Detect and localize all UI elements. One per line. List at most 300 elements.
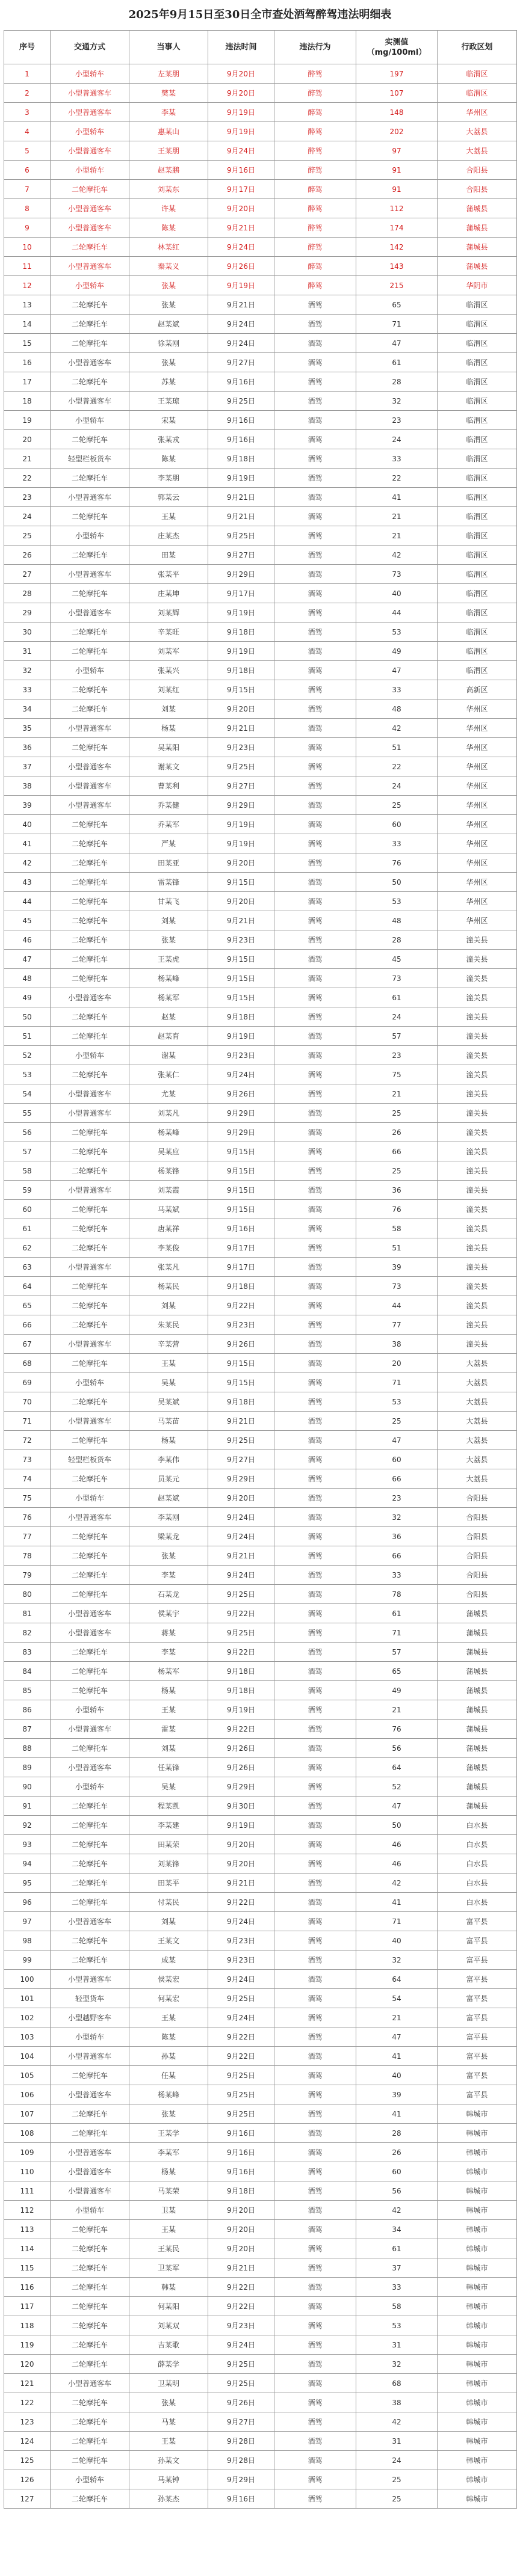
cell-offense: 酒驾 [274, 1989, 356, 2008]
cell-party: 惠某山 [129, 122, 208, 141]
cell-offense: 酒驾 [274, 565, 356, 584]
cell-offense: 酒驾 [274, 1027, 356, 1046]
cell-district: 潼关县 [438, 1258, 517, 1277]
cell-party: 庄某坤 [129, 584, 208, 603]
cell-time: 9月20日 [208, 892, 274, 911]
cell-serial: 102 [4, 2008, 51, 2027]
cell-district: 临渭区 [438, 622, 517, 642]
cell-time: 9月16日 [208, 2489, 274, 2509]
cell-vehicle-type: 小型普通客车 [51, 1508, 129, 1527]
cell-time: 9月19日 [208, 603, 274, 622]
cell-serial: 116 [4, 2278, 51, 2297]
cell-offense: 酒驾 [274, 584, 356, 603]
cell-time: 9月19日 [208, 1027, 274, 1046]
cell-measured-value: 75 [356, 1065, 438, 1084]
table-row [4, 372, 517, 392]
cell-serial: 59 [4, 1181, 51, 1200]
cell-measured-value: 21 [356, 1700, 438, 1720]
cell-time: 9月29日 [208, 1777, 274, 1797]
cell-vehicle-type: 小型普通客车 [51, 565, 129, 584]
cell-time: 9月15日 [208, 1200, 274, 1219]
cell-time: 9月28日 [208, 2451, 274, 2470]
header-time: 违法时间 [208, 31, 274, 64]
header-vehicle-type: 交通方式 [51, 31, 129, 64]
table-row [4, 218, 517, 238]
cell-party: 杨某峰 [129, 1123, 208, 1142]
cell-district: 大荔县 [438, 1469, 517, 1489]
cell-time: 9月21日 [208, 488, 274, 507]
table-row [4, 815, 517, 834]
cell-offense: 酒驾 [274, 1508, 356, 1527]
cell-party: 石某龙 [129, 1585, 208, 1604]
table-row [4, 2374, 517, 2393]
cell-serial: 109 [4, 2143, 51, 2162]
cell-measured-value: 148 [356, 103, 438, 122]
cell-party: 王某 [129, 2220, 208, 2239]
cell-district: 韩城市 [438, 2393, 517, 2412]
cell-district: 蒲城县 [438, 1797, 517, 1816]
cell-measured-value: 21 [356, 1084, 438, 1104]
cell-vehicle-type: 二轮摩托车 [51, 1142, 129, 1161]
cell-time: 9月26日 [208, 2393, 274, 2412]
cell-party: 吴某 [129, 1777, 208, 1797]
cell-time: 9月25日 [208, 2066, 274, 2085]
cell-time: 9月22日 [208, 1720, 274, 1739]
cell-district: 临渭区 [438, 295, 517, 315]
cell-vehicle-type: 二轮摩托车 [51, 1469, 129, 1489]
cell-offense: 酒驾 [274, 815, 356, 834]
table-row [4, 526, 517, 546]
table-row [4, 1527, 517, 1546]
cell-party: 李某俊 [129, 1238, 208, 1258]
cell-offense: 醉驾 [274, 199, 356, 218]
table-row [4, 1296, 517, 1315]
cell-measured-value: 174 [356, 218, 438, 238]
table-row [4, 1797, 517, 1816]
cell-measured-value: 58 [356, 2297, 438, 2316]
cell-vehicle-type: 二轮摩托车 [51, 2412, 129, 2432]
cell-vehicle-type: 二轮摩托车 [51, 2239, 129, 2258]
cell-vehicle-type: 二轮摩托车 [51, 1893, 129, 1912]
cell-vehicle-type: 小型普通客车 [51, 776, 129, 796]
cell-party: 李某 [129, 1643, 208, 1662]
cell-offense: 酒驾 [274, 1527, 356, 1546]
cell-offense: 酒驾 [274, 757, 356, 776]
cell-district: 韩城市 [438, 2162, 517, 2181]
cell-vehicle-type: 二轮摩托车 [51, 2316, 129, 2335]
cell-district: 韩城市 [438, 2451, 517, 2470]
cell-serial: 78 [4, 1546, 51, 1566]
cell-measured-value: 65 [356, 295, 438, 315]
cell-vehicle-type: 小型轿车 [51, 1777, 129, 1797]
cell-time: 9月20日 [208, 853, 274, 873]
cell-measured-value: 61 [356, 2239, 438, 2258]
cell-district: 临渭区 [438, 64, 517, 84]
cell-time: 9月18日 [208, 1007, 274, 1027]
cell-time: 9月24日 [208, 2008, 274, 2027]
cell-time: 9月18日 [208, 449, 274, 469]
cell-offense: 酒驾 [274, 2201, 356, 2220]
cell-party: 田某荣 [129, 1835, 208, 1854]
table-row [4, 2335, 517, 2355]
cell-vehicle-type: 小型普通客车 [51, 2085, 129, 2104]
cell-district: 富平县 [438, 1950, 517, 1970]
cell-serial: 52 [4, 1046, 51, 1065]
cell-district: 华州区 [438, 719, 517, 738]
cell-time: 9月27日 [208, 2412, 274, 2432]
cell-party: 杨某锋 [129, 1161, 208, 1181]
cell-party: 王某 [129, 2432, 208, 2451]
table-row [4, 315, 517, 334]
cell-district: 临渭区 [438, 411, 517, 430]
cell-district: 临渭区 [438, 430, 517, 449]
cell-time: 9月27日 [208, 1450, 274, 1469]
cell-serial: 58 [4, 1161, 51, 1181]
cell-vehicle-type: 二轮摩托车 [51, 2066, 129, 2085]
cell-measured-value: 57 [356, 1643, 438, 1662]
cell-offense: 酒驾 [274, 1546, 356, 1566]
cell-party: 王某民 [129, 2239, 208, 2258]
cell-serial: 9 [4, 218, 51, 238]
cell-time: 9月18日 [208, 661, 274, 680]
cell-district: 临渭区 [438, 488, 517, 507]
cell-measured-value: 66 [356, 1546, 438, 1566]
table-row [4, 199, 517, 218]
cell-party: 杨某峰 [129, 969, 208, 988]
cell-district: 临渭区 [438, 353, 517, 372]
cell-serial: 97 [4, 1912, 51, 1931]
cell-vehicle-type: 二轮摩托车 [51, 1527, 129, 1546]
cell-time: 9月15日 [208, 1181, 274, 1200]
cell-offense: 酒驾 [274, 2278, 356, 2297]
cell-offense: 酒驾 [274, 1489, 356, 1508]
cell-serial: 51 [4, 1027, 51, 1046]
cell-offense: 醉驾 [274, 180, 356, 199]
cell-district: 临渭区 [438, 661, 517, 680]
table-row [4, 1758, 517, 1777]
table-row [4, 1315, 517, 1335]
cell-offense: 酒驾 [274, 353, 356, 372]
cell-measured-value: 46 [356, 1854, 438, 1874]
cell-measured-value: 25 [356, 2489, 438, 2509]
table-row [4, 911, 517, 930]
cell-time: 9月15日 [208, 1161, 274, 1181]
cell-offense: 酒驾 [274, 1104, 356, 1123]
cell-measured-value: 42 [356, 2201, 438, 2220]
cell-time: 9月26日 [208, 1335, 274, 1354]
cell-offense: 酒驾 [274, 1835, 356, 1854]
cell-offense: 酒驾 [274, 2470, 356, 2489]
cell-time: 9月25日 [208, 2104, 274, 2124]
cell-offense: 酒驾 [274, 892, 356, 911]
cell-time: 9月18日 [208, 622, 274, 642]
table-row [4, 2393, 517, 2412]
cell-party: 侯某宏 [129, 1970, 208, 1989]
cell-district: 蒲城县 [438, 257, 517, 276]
cell-measured-value: 91 [356, 180, 438, 199]
table-row [4, 1335, 517, 1354]
cell-vehicle-type: 二轮摩托车 [51, 1874, 129, 1893]
cell-serial: 53 [4, 1065, 51, 1084]
cell-vehicle-type: 二轮摩托车 [51, 2432, 129, 2451]
cell-vehicle-type: 二轮摩托车 [51, 1546, 129, 1566]
cell-time: 9月29日 [208, 1469, 274, 1489]
cell-time: 9月16日 [208, 161, 274, 180]
cell-vehicle-type: 小型普通客车 [51, 2162, 129, 2181]
cell-serial: 3 [4, 103, 51, 122]
cell-measured-value: 21 [356, 526, 438, 546]
cell-district: 蒲城县 [438, 1700, 517, 1720]
cell-measured-value: 28 [356, 930, 438, 950]
cell-serial: 86 [4, 1700, 51, 1720]
cell-district: 潼关县 [438, 1181, 517, 1200]
cell-party: 张某凡 [129, 1258, 208, 1277]
cell-party: 刘某东 [129, 180, 208, 199]
cell-time: 9月19日 [208, 815, 274, 834]
cell-offense: 酒驾 [274, 295, 356, 315]
cell-measured-value: 39 [356, 1258, 438, 1277]
cell-district: 韩城市 [438, 2374, 517, 2393]
cell-serial: 18 [4, 392, 51, 411]
cell-district: 蒲城县 [438, 1758, 517, 1777]
cell-district: 蒲城县 [438, 218, 517, 238]
cell-measured-value: 45 [356, 950, 438, 969]
cell-time: 9月27日 [208, 776, 274, 796]
cell-serial: 69 [4, 1373, 51, 1392]
cell-time: 9月25日 [208, 2355, 274, 2374]
cell-time: 9月19日 [208, 469, 274, 488]
cell-offense: 酒驾 [274, 1604, 356, 1623]
cell-serial: 108 [4, 2124, 51, 2143]
cell-time: 9月19日 [208, 276, 274, 295]
header-row [4, 31, 517, 64]
cell-party: 王某 [129, 1700, 208, 1720]
cell-serial: 125 [4, 2451, 51, 2470]
cell-party: 苏某 [129, 372, 208, 392]
cell-district: 华州区 [438, 776, 517, 796]
cell-vehicle-type: 小型越野客车 [51, 2008, 129, 2027]
cell-measured-value: 71 [356, 315, 438, 334]
cell-vehicle-type: 小型普通客车 [51, 1258, 129, 1277]
cell-serial: 25 [4, 526, 51, 546]
cell-serial: 10 [4, 238, 51, 257]
cell-vehicle-type: 小型普通客车 [51, 1912, 129, 1931]
cell-serial: 74 [4, 1469, 51, 1489]
cell-district: 韩城市 [438, 2278, 517, 2297]
cell-measured-value: 44 [356, 603, 438, 622]
cell-serial: 103 [4, 2027, 51, 2047]
table-row [4, 1142, 517, 1161]
table-row [4, 1643, 517, 1662]
cell-offense: 酒驾 [274, 642, 356, 661]
cell-time: 9月21日 [208, 1412, 274, 1431]
cell-time: 9月24日 [208, 1527, 274, 1546]
cell-party: 付某民 [129, 1893, 208, 1912]
table-row [4, 1604, 517, 1623]
cell-serial: 85 [4, 1681, 51, 1700]
cell-offense: 醉驾 [274, 161, 356, 180]
cell-measured-value: 53 [356, 1392, 438, 1412]
cell-measured-value: 53 [356, 2316, 438, 2335]
table-row [4, 1931, 517, 1950]
cell-district: 蒲城县 [438, 1662, 517, 1681]
cell-offense: 酒驾 [274, 2258, 356, 2278]
cell-time: 9月27日 [208, 353, 274, 372]
cell-offense: 酒驾 [274, 2432, 356, 2451]
cell-party: 杨某军 [129, 1662, 208, 1681]
cell-vehicle-type: 二轮摩托车 [51, 930, 129, 950]
header-measured-value: 实测值（mg/100ml） [356, 31, 438, 64]
cell-time: 9月22日 [208, 1604, 274, 1623]
cell-offense: 酒驾 [274, 1739, 356, 1758]
cell-party: 刘某锋 [129, 1854, 208, 1874]
cell-time: 9月24日 [208, 238, 274, 257]
cell-offense: 酒驾 [274, 1142, 356, 1161]
cell-party: 徐某刚 [129, 334, 208, 353]
cell-vehicle-type: 小型普通客车 [51, 2047, 129, 2066]
cell-offense: 酒驾 [274, 1681, 356, 1700]
cell-vehicle-type: 小型轿车 [51, 2470, 129, 2489]
cell-vehicle-type: 二轮摩托车 [51, 950, 129, 969]
cell-district: 潼关县 [438, 988, 517, 1007]
cell-offense: 酒驾 [274, 1200, 356, 1219]
cell-measured-value: 71 [356, 1623, 438, 1643]
cell-serial: 39 [4, 796, 51, 815]
table-row [4, 334, 517, 353]
cell-district: 白水县 [438, 1816, 517, 1835]
cell-party: 雷某锋 [129, 873, 208, 892]
cell-offense: 酒驾 [274, 2297, 356, 2316]
cell-vehicle-type: 小型轿车 [51, 1373, 129, 1392]
cell-vehicle-type: 二轮摩托车 [51, 1027, 129, 1046]
cell-offense: 酒驾 [274, 1181, 356, 1200]
cell-district: 韩城市 [438, 2201, 517, 2220]
cell-party: 张某 [129, 295, 208, 315]
cell-time: 9月19日 [208, 1816, 274, 1835]
cell-district: 潼关县 [438, 950, 517, 969]
table-row [4, 1027, 517, 1046]
table-row [4, 238, 517, 257]
table-row [4, 2316, 517, 2335]
table-row [4, 276, 517, 295]
cell-district: 白水县 [438, 1874, 517, 1893]
cell-measured-value: 107 [356, 84, 438, 103]
table-row [4, 738, 517, 757]
cell-time: 9月16日 [208, 411, 274, 430]
cell-time: 9月20日 [208, 2201, 274, 2220]
cell-measured-value: 91 [356, 161, 438, 180]
cell-vehicle-type: 二轮摩托车 [51, 1065, 129, 1084]
cell-party: 秦某义 [129, 257, 208, 276]
cell-offense: 酒驾 [274, 1700, 356, 1720]
cell-party: 刘某 [129, 911, 208, 930]
table-row [4, 1950, 517, 1970]
cell-offense: 酒驾 [274, 2489, 356, 2509]
table-row [4, 1007, 517, 1027]
cell-measured-value: 51 [356, 1238, 438, 1258]
cell-offense: 酒驾 [274, 1315, 356, 1335]
cell-vehicle-type: 二轮摩托车 [51, 622, 129, 642]
cell-party: 杨某民 [129, 1277, 208, 1296]
cell-measured-value: 61 [356, 1604, 438, 1623]
cell-time: 9月24日 [208, 141, 274, 161]
cell-time: 9月21日 [208, 295, 274, 315]
cell-time: 9月25日 [208, 1431, 274, 1450]
cell-district: 富平县 [438, 2027, 517, 2047]
cell-district: 临渭区 [438, 469, 517, 488]
cell-offense: 酒驾 [274, 661, 356, 680]
cell-measured-value: 40 [356, 1931, 438, 1950]
cell-measured-value: 23 [356, 1489, 438, 1508]
table-row [4, 1181, 517, 1200]
cell-vehicle-type: 小型普通客车 [51, 1412, 129, 1431]
cell-vehicle-type: 小型普通客车 [51, 84, 129, 103]
cell-time: 9月25日 [208, 2374, 274, 2393]
cell-vehicle-type: 轻型栏板货车 [51, 449, 129, 469]
table-row [4, 1912, 517, 1931]
cell-measured-value: 197 [356, 64, 438, 84]
cell-vehicle-type: 二轮摩托车 [51, 1123, 129, 1142]
cell-serial: 90 [4, 1777, 51, 1797]
cell-time: 9月21日 [208, 507, 274, 526]
cell-measured-value: 65 [356, 1662, 438, 1681]
cell-measured-value: 22 [356, 757, 438, 776]
table-row [4, 1739, 517, 1758]
cell-serial: 124 [4, 2432, 51, 2451]
cell-measured-value: 33 [356, 680, 438, 699]
cell-offense: 酒驾 [274, 1854, 356, 1874]
cell-district: 白水县 [438, 1893, 517, 1912]
cell-party: 许某 [129, 199, 208, 218]
cell-time: 9月22日 [208, 2297, 274, 2316]
cell-vehicle-type: 二轮摩托车 [51, 1739, 129, 1758]
cell-serial: 46 [4, 930, 51, 950]
cell-party: 刘某辉 [129, 603, 208, 622]
cell-time: 9月20日 [208, 199, 274, 218]
table-row [4, 930, 517, 950]
cell-serial: 1 [4, 64, 51, 84]
cell-party: 王某学 [129, 2124, 208, 2143]
table-row [4, 2066, 517, 2085]
table-row [4, 1816, 517, 1835]
cell-serial: 72 [4, 1431, 51, 1450]
cell-party: 朱某民 [129, 1315, 208, 1335]
cell-district: 临渭区 [438, 642, 517, 661]
cell-party: 田某平 [129, 1874, 208, 1893]
cell-measured-value: 51 [356, 738, 438, 757]
cell-district: 潼关县 [438, 930, 517, 950]
cell-district: 富平县 [438, 1970, 517, 1989]
cell-offense: 酒驾 [274, 603, 356, 622]
cell-offense: 酒驾 [274, 2124, 356, 2143]
table-row [4, 969, 517, 988]
cell-measured-value: 31 [356, 2335, 438, 2355]
cell-district: 韩城市 [438, 2239, 517, 2258]
cell-offense: 酒驾 [274, 853, 356, 873]
cell-serial: 38 [4, 776, 51, 796]
cell-serial: 67 [4, 1335, 51, 1354]
cell-party: 郭某云 [129, 488, 208, 507]
cell-measured-value: 49 [356, 1681, 438, 1700]
cell-vehicle-type: 二轮摩托车 [51, 1950, 129, 1970]
cell-serial: 48 [4, 969, 51, 988]
cell-serial: 122 [4, 2393, 51, 2412]
cell-vehicle-type: 小型普通客车 [51, 1104, 129, 1123]
cell-vehicle-type: 二轮摩托车 [51, 911, 129, 930]
cell-measured-value: 64 [356, 1758, 438, 1777]
cell-party: 何某阳 [129, 2297, 208, 2316]
cell-offense: 酒驾 [274, 2143, 356, 2162]
